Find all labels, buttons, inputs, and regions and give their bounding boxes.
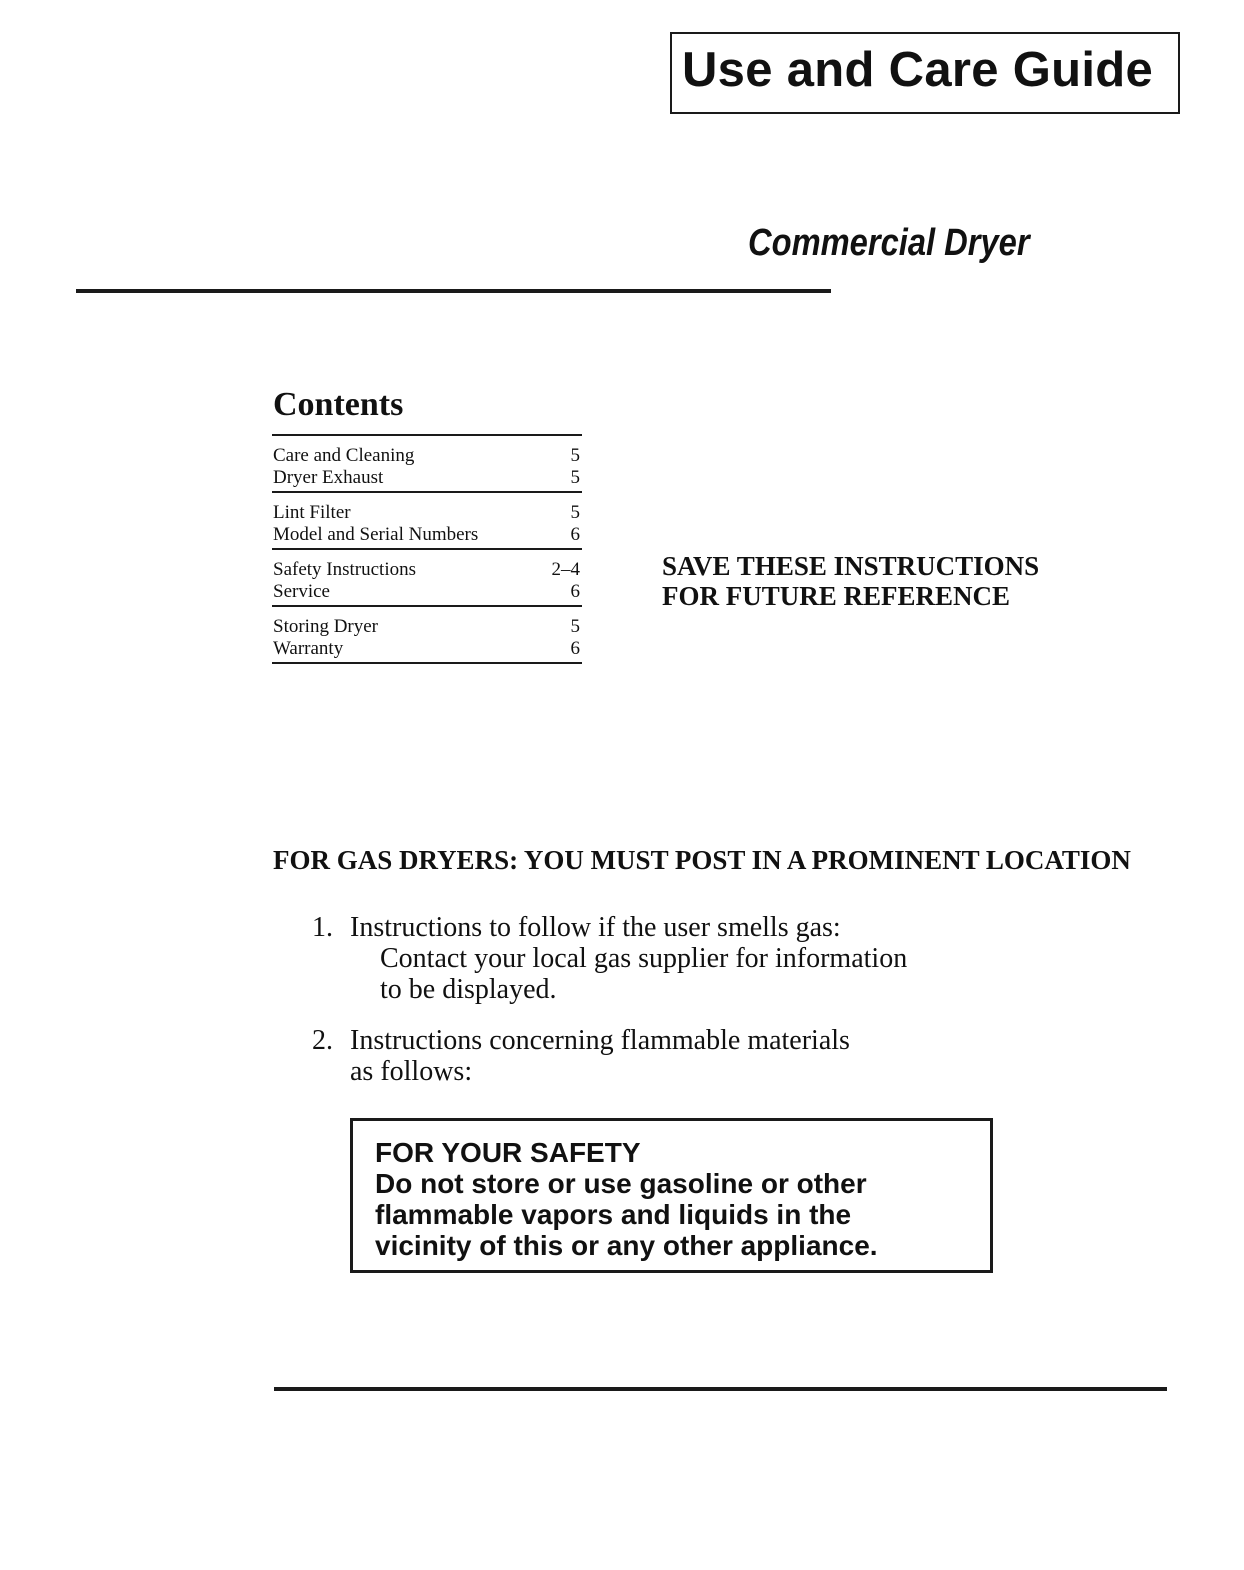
toc-entry-storing-dryer — [273, 616, 582, 638]
toc-page: 6 — [570, 524, 580, 545]
bottom-divider — [274, 1387, 1167, 1391]
toc-entry-lint-filter — [273, 502, 582, 524]
toc-page: 5 — [570, 467, 580, 488]
toc-entry-care-and-cleaning — [273, 445, 582, 467]
safety-title: FOR YOUR SAFETY — [375, 1137, 641, 1168]
gas-dryer-heading: FOR GAS DRYERS: YOU MUST POST IN A PROMINENT LOCATION — [273, 845, 1131, 875]
toc-label: Storing Dryer — [273, 616, 379, 637]
toc-group — [272, 550, 582, 607]
product-subtitle: Commercial Dryer — [748, 222, 1030, 264]
table-of-contents — [272, 434, 582, 664]
title-box — [670, 32, 1180, 114]
toc-entry-service — [273, 581, 582, 603]
save-instructions-note — [662, 551, 1039, 611]
instruction-line: to be displayed. — [380, 974, 557, 1005]
toc-group — [272, 436, 582, 493]
instruction-line: Instructions concerning flammable materials — [350, 1025, 850, 1056]
instruction-number: 1. — [312, 912, 333, 943]
toc-page: 5 — [570, 616, 580, 637]
toc-label: Warranty — [273, 638, 344, 659]
instruction-item-2 — [312, 1025, 972, 1095]
top-divider — [76, 289, 831, 293]
toc-page: 6 — [570, 581, 580, 602]
instruction-line: as follows: — [350, 1056, 473, 1087]
toc-page: 5 — [570, 445, 580, 466]
toc-label: Model and Serial Numbers — [273, 524, 479, 545]
toc-label: Safety Instructions — [273, 559, 417, 580]
toc-page: 5 — [570, 502, 580, 523]
toc-group — [272, 607, 582, 664]
document-title: Use and Care Guide — [682, 43, 1154, 97]
toc-label: Dryer Exhaust — [273, 467, 384, 488]
toc-label: Lint Filter — [273, 502, 351, 523]
safety-line: flammable vapors and liquids in the — [375, 1199, 852, 1230]
instruction-line: Instructions to follow if the user smells gas: — [350, 912, 841, 943]
instruction-line: Contact your local gas supplier for information — [380, 943, 908, 974]
safety-line: vicinity of this or any other appliance. — [375, 1230, 878, 1261]
instruction-item-1 — [312, 912, 972, 1012]
toc-page: 6 — [570, 638, 580, 659]
save-note-line: SAVE THESE INSTRUCTIONS — [662, 551, 1040, 581]
save-note-line: FOR FUTURE REFERENCE — [662, 581, 1011, 611]
toc-entry-model-and-serial-numbers — [273, 524, 582, 546]
toc-entry-warranty — [273, 638, 582, 660]
contents-heading: Contents — [273, 386, 404, 423]
toc-page: 2–4 — [551, 559, 580, 580]
toc-entry-safety-instructions — [273, 559, 582, 581]
toc-entry-dryer-exhaust — [273, 467, 582, 489]
safety-warning-box — [350, 1118, 993, 1273]
instruction-number: 2. — [312, 1025, 333, 1056]
toc-label: Service — [273, 581, 330, 602]
toc-label: Care and Cleaning — [273, 445, 415, 466]
safety-line: Do not store or use gasoline or other — [375, 1168, 867, 1199]
toc-group — [272, 493, 582, 550]
